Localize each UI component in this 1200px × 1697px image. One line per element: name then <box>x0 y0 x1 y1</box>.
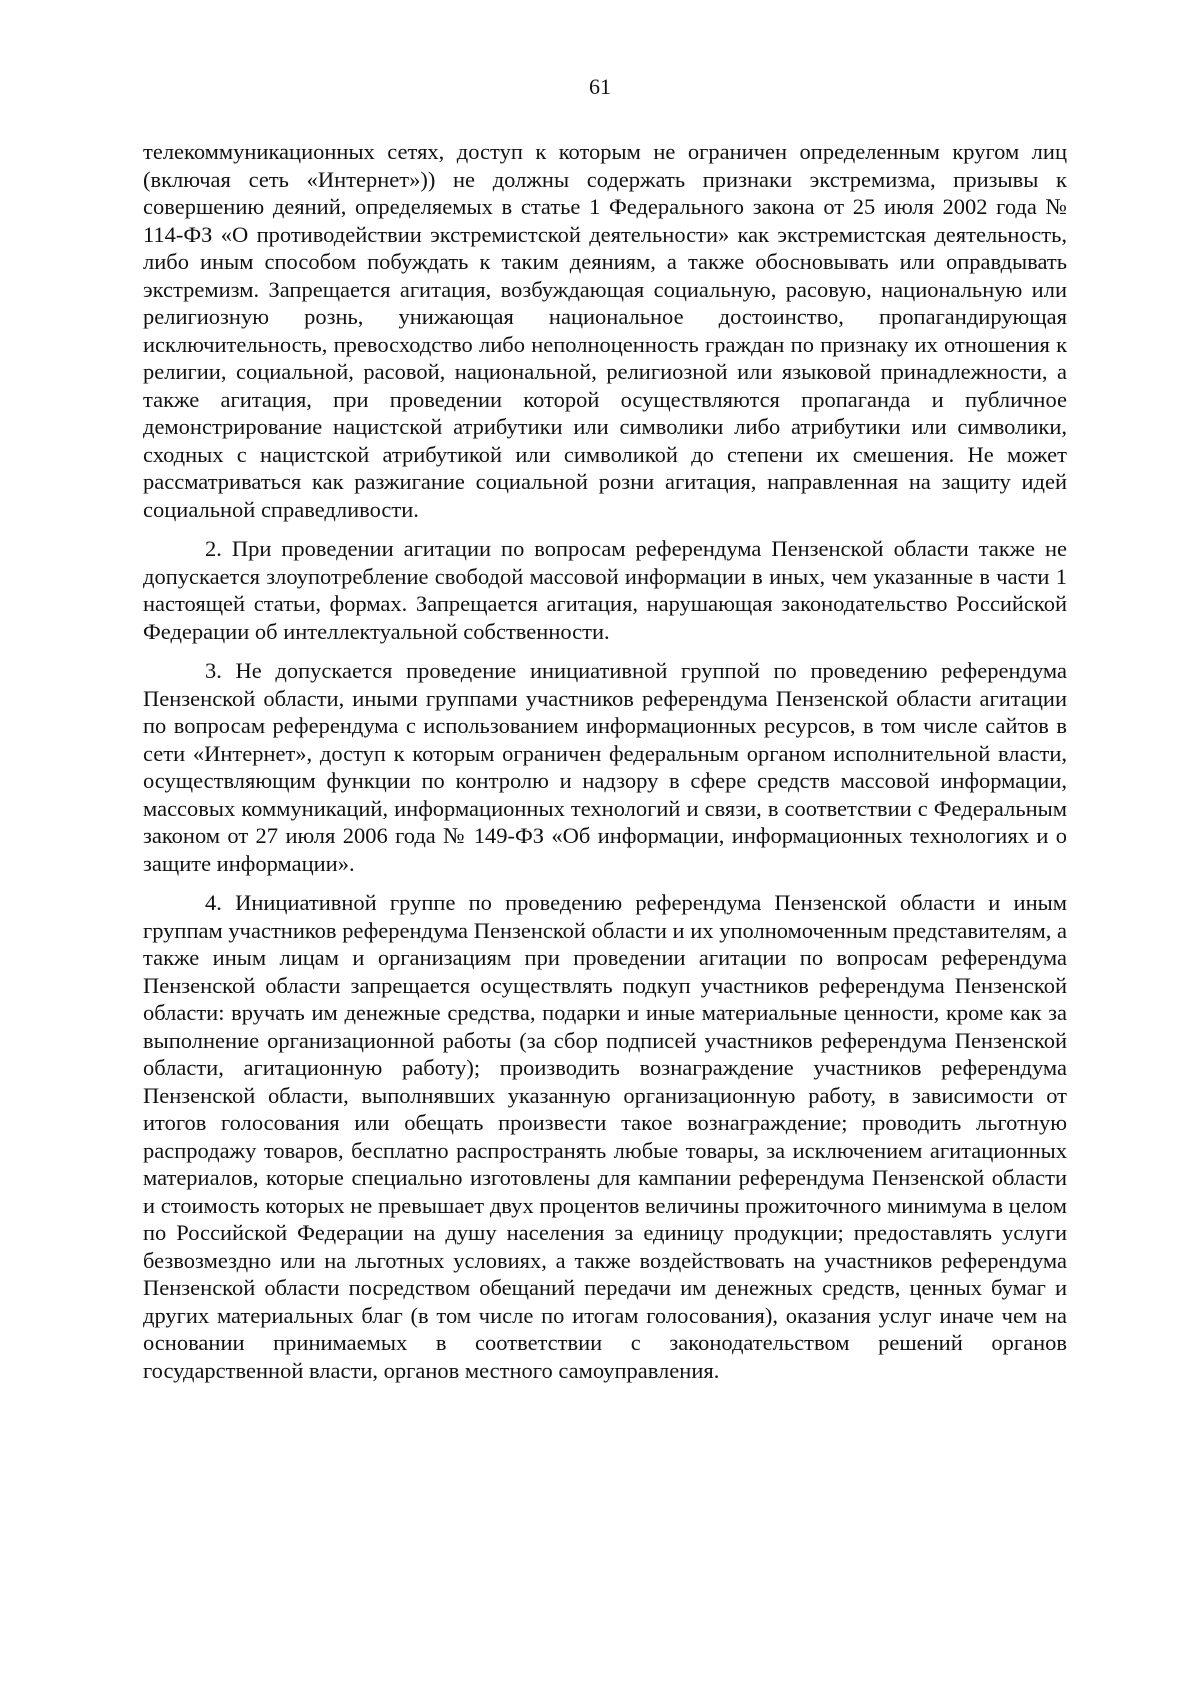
paragraph-item-2: 2. При проведении агитации по вопросам референдума Пензенской области также не допускается злоупотребление свободой массовой информации в иных, чем указанные в части 1 настоящей статьи, формах. Запрещается агитация, нарушающая законодательство Российской Федерации об интеллектуальной собственности. <box>143 536 1067 644</box>
paragraph-item-3: 3. Не допускается проведение инициативной группой по проведению референдума Пензенской области, иными группами участников референдума Пензенской области агитации по вопросам референдума с использованием информационных ресурсов, в том числе сайтов в сети «Интернет», доступ к которым ограничен федеральным органом исполнительной власти, осуществляющим функции по контролю и надзору в сфере средств массовой информации, массовых коммуникаций, информационных технологий и связи, в соответствии с Федеральным законом от 27 июля 2006 года № 149-ФЗ «Об информации, информационных технологиях и о защите информации». <box>143 658 1067 876</box>
paragraph-continuation: телекоммуникационных сетях, доступ к которым не ограничен определенным кругом лиц (включая сеть «Интернет»)) не должны содержать признаки экстремизма, призывы к совершению деяний, определяемых в статье 1 Федерального закона от 25 июля 2002 года № 114-ФЗ «О противодействии экстремистской деятельности» как экстремистская деятельность, либо иным способом побуждать к таким деяниям, а также обосновывать или оправдывать экстремизм. Запрещается агитация, возбуждающая социальную, расовую, национальную или религиозную рознь, унижающая национальное достоинство, пропагандирующая исключительность, превосходство либо неполноценность граждан по признаку их отношения к религии, социальной, расовой, национальной, религиозной или языковой принадлежности, а также агитация, при проведении которой осуществляются пропаганда и публичное демонстрирование нацистской атрибутики или символики либо атрибутики или символики, сходных с нацистской атрибутикой или символикой до степени их смешения. Не может рассматриваться как разжигание социальной розни агитация, направленная на защиту идей социальной справедливости. <box>143 139 1067 522</box>
document-body <box>143 138 1067 1396</box>
paragraph-item-4: 4. Инициативной группе по проведению референдума Пензенской области и иным группам участников референдума Пензенской области и их уполномоченным представителям, а также иным лицам и организациям при проведении агитации по вопросам референдума Пензенской области запрещается осуществлять подкуп участников референдума Пензенской области: вручать им денежные средства, подарки и иные материальные ценности, кроме как за выполнение организационной работы (за сбор подписей участников референдума Пензенской области, агитационную работу); производить вознаграждение участников референдума Пензенской области, выполнявших указанную организационную работу, в зависимости от итогов голосования или обещать произвести такое вознаграждение; проводить льготную распродажу товаров, бесплатно распространять любые товары, за исключением агитационных материалов, которые специально изготовлены для кампании референдума Пензенской области и стоимость которых не превышает двух процентов величины прожиточного минимума в целом по Российской Федерации на душу населения за единицу продукции; предоставлять услуги безвозмездно или на льготных условиях, а также воздействовать на участников референдума Пензенской области посредством обещаний передачи им денежных средств, ценных бумаг и других материальных благ (в том числе по итогам голосования), оказания услуг иначе чем на основании принимаемых в соответствии с законодательством решений органов государственной власти, органов местного самоуправления. <box>143 890 1067 1383</box>
page-number: 61 <box>589 74 611 99</box>
